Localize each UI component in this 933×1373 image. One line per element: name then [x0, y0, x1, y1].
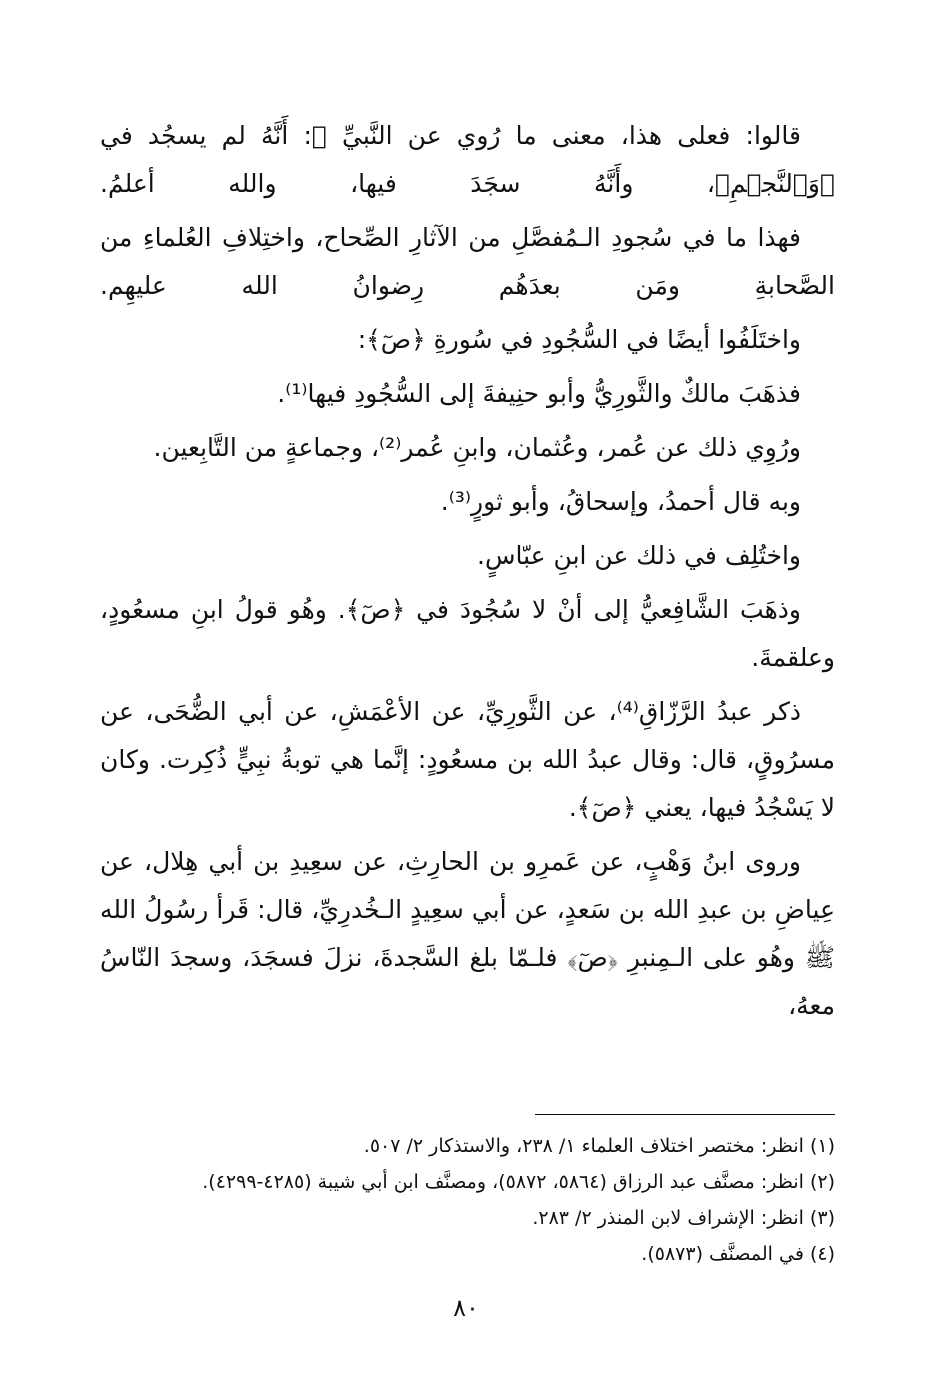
paragraph: وبه قال أحمدُ، وإسحاقُ، وأبو ثورٍ⁽³⁾. [440, 487, 801, 516]
footnote: (٣) انظر: الإشراف لابن المنذر ٢/ ٢٨٣. [532, 1207, 835, 1229]
paragraph: ورُوِي ذلك عن عُمر، وعُثمان، وابنِ عُمر⁽²⁾، وجماعةٍ من التَّابِعين. [153, 433, 801, 462]
paragraph: فهذا ما في سُجودِ الـمُفصَّلِ من الآثارِ الصِّحاح، واختِلافِ العُلماءِ من الصَّحابةِ ومَن بعدَهُم رِضوانُ الله عليهِم. [100, 223, 835, 300]
paragraph: ذكر عبدُ الرَّزّاقِ⁽⁴⁾، عن الثَّورِيِّ، عن الأعْمَشِ، عن أبي الضُّحَى، عن مسرُوقٍ، قال: وقال عبدُ الله بن مسعُودٍ: إنَّما هي توبةُ نبِيٍّ ذُكِرت. وكان لا يَسْجُدُ فيها، يعني ﴿صٓ﴾. [100, 697, 835, 822]
paragraph: فذهَبَ مالكٌ والثَّورِيُّ وأبو حنِيفةَ إلى السُّجُودِ فيها⁽¹⁾. [277, 379, 801, 408]
footnote: (١) انظر: مختصر اختلاف العلماء ١/ ٢٣٨، والاستذكار ٢/ ٥٠٧. [363, 1135, 835, 1157]
paragraph: واختُلِف في ذلك عن ابنِ عبّاسٍ. [477, 541, 801, 570]
paragraph: قالوا: فعلى هذا، معنى ما رُوي عن النَّبيِّ ﷺ: أَنَّهُ لم يسجُد في ﴿وَٱلنَّجۡمِ﴾، وأَنَّهُ سجَدَ فيها، والله أعلمُ. [100, 121, 835, 198]
main-text [100, 112, 835, 1036]
footnotes [100, 1128, 835, 1272]
paragraph: وروى ابنُ وَهْبٍ، عن عَمرِو بن الحارِثِ، عن سعِيدِ بن أبي هِلال، عن عِياضِ بن عبدِ الله بن سَعدٍ، عن أبي سعِيدٍ الـخُدرِيِّ، قال: قَرأ رسُولُ الله ﷺ وهُو على الـمِنبرِ ﴿صٓ﴾ فلـمّا بلغ السَّجدةَ، نزلَ فسجَدَ، وسجدَ النّاسُ معهُ، [100, 847, 835, 1020]
footnote: (٢) انظر: مصنَّف عبد الرزاق (٥٨٦٤، ٥٨٧٢)، ومصنَّف ابن أبي شيبة (٤٢٨٥-٤٢٩٩). [202, 1171, 835, 1193]
footnote: (٤) في المصنَّف (٥٨٧٣). [641, 1243, 835, 1265]
page-number: ٨٠ [453, 1294, 479, 1322]
footnote-divider [535, 1114, 835, 1115]
paragraph: واختَلَفُوا أيضًا في السُّجُودِ في سُورةِ ﴿صٓ﴾: [357, 325, 801, 354]
paragraph: وذهَبَ الشَّافِعيُّ إلى أنْ لا سُجُودَ في ﴿صٓ﴾. وهُو قولُ ابنِ مسعُودٍ، وعلقمةَ. [100, 595, 835, 672]
